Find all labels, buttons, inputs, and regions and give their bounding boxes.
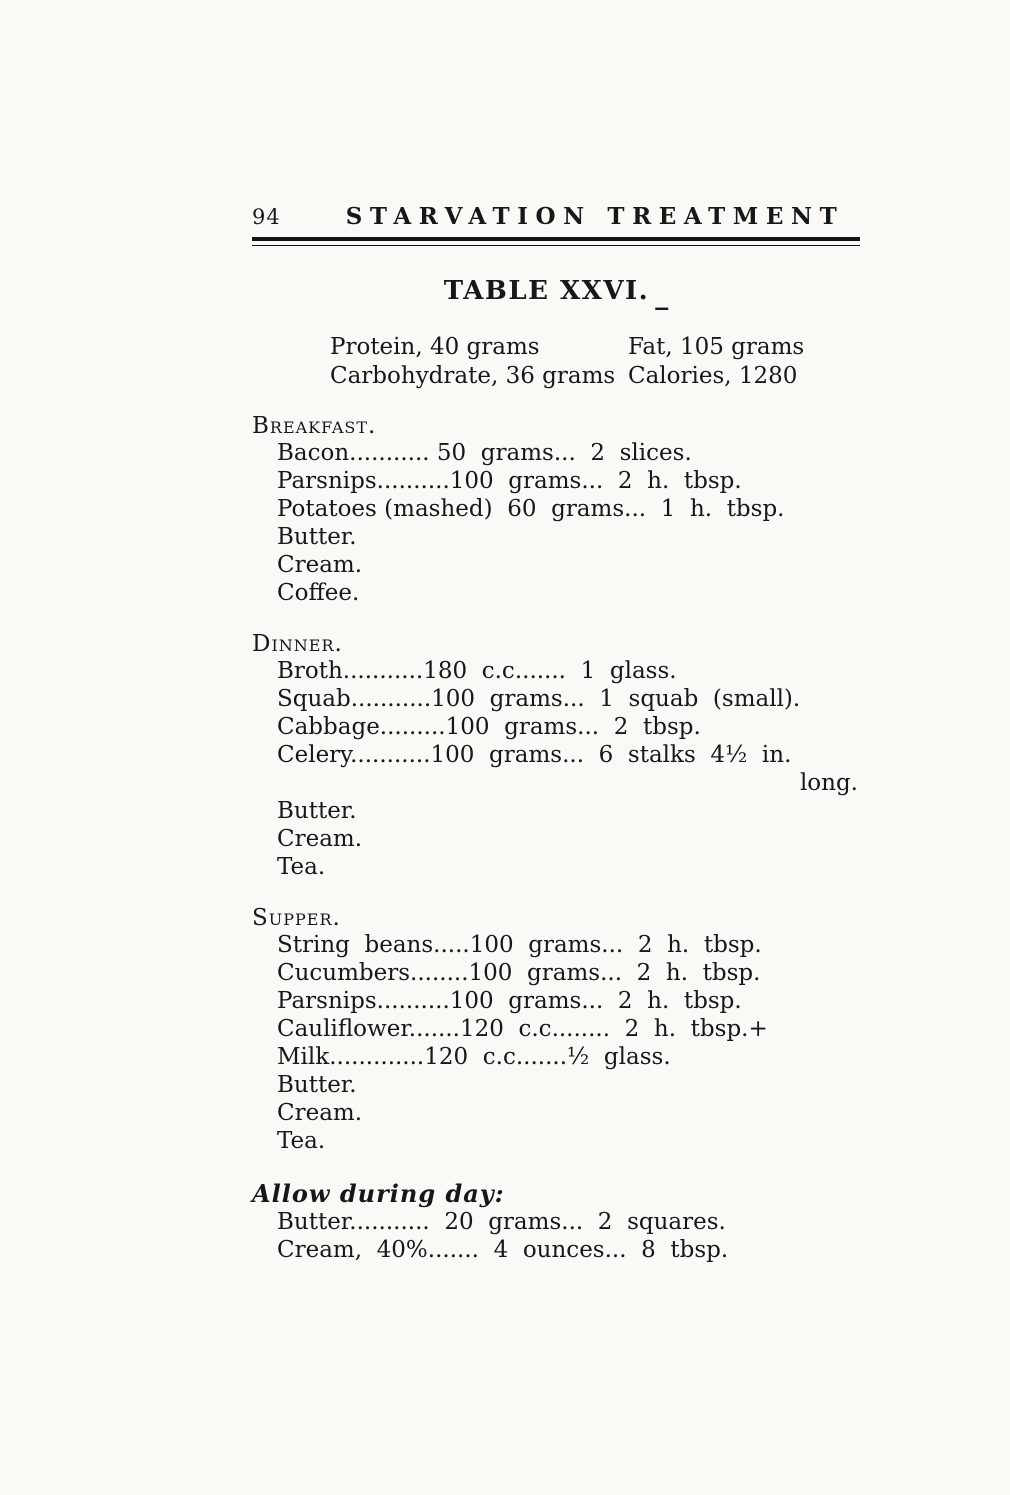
breakfast-items [277, 439, 860, 607]
diet-item: Cucumbers........100 grams... 2 h. tbsp. [277, 960, 761, 986]
header-rule [252, 237, 860, 246]
table-title [252, 276, 860, 311]
section-heading-supper: Supper. [252, 905, 341, 931]
section-dinner [252, 631, 860, 881]
diet-item: Squab...........100 grams... 1 squab (small). [277, 686, 801, 712]
diet-item: Cream. [277, 1100, 363, 1126]
diet-item: Butter........... 20 grams... 2 squares. [277, 1209, 726, 1235]
diet-item: Cauliflower.......120 c.c........ 2 h. tbsp.+ [277, 1016, 768, 1042]
running-head: STARVATION TREATMENT [345, 203, 845, 230]
diet-item: Tea. [277, 854, 326, 880]
nutrition-protein: Protein, 40 grams [330, 334, 540, 360]
title-stray-mark: _ [655, 281, 669, 311]
section-heading-allow-during-day: Allow during day: [252, 1179, 505, 1208]
section-heading-dinner: Dinner. [252, 631, 343, 657]
diet-item: Tea. [277, 1128, 326, 1154]
diet-item: Parsnips..........100 grams... 2 h. tbsp. [277, 988, 742, 1014]
diet-item: Parsnips..........100 grams... 2 h. tbsp. [277, 468, 742, 494]
section-heading-breakfast: Breakfast. [252, 413, 377, 439]
section-supper [252, 905, 860, 1155]
dinner-items [277, 657, 860, 881]
section-breakfast [252, 413, 860, 607]
table-title-text: TABLE XXVI. [443, 276, 650, 306]
nutrition-summary [330, 334, 860, 389]
diet-item: Celery...........100 grams... 6 stalks 4½ in. [277, 742, 792, 768]
page-header [252, 203, 860, 230]
diet-item: Potatoes (mashed) 60 grams... 1 h. tbsp. [277, 496, 785, 522]
diet-item: Butter. [277, 1072, 357, 1098]
diet-item: Cream. [277, 552, 363, 578]
allow-items [277, 1208, 860, 1264]
diet-item: Cream. [277, 826, 363, 852]
diet-item: Coffee. [277, 580, 360, 606]
diet-item: Bacon........... 50 grams... 2 slices. [277, 440, 692, 466]
diet-item: Broth...........180 c.c....... 1 glass. [277, 658, 677, 684]
diet-item: Cabbage.........100 grams... 2 tbsp. [277, 714, 701, 740]
diet-item: Butter. [277, 524, 357, 550]
nutrition-calories: Calories, 1280 [628, 363, 798, 389]
supper-items [277, 931, 860, 1155]
nutrition-fat: Fat, 105 grams [628, 334, 805, 360]
nutrition-carbohydrate: Carbohydrate, 36 grams [330, 363, 616, 389]
page-number: 94 [252, 205, 281, 229]
diet-item-continuation: long. [799, 770, 858, 796]
diet-item: Butter. [277, 798, 357, 824]
section-allow-during-day [252, 1179, 860, 1264]
diet-item: Cream, 40%....... 4 ounces... 8 tbsp. [277, 1237, 729, 1263]
diet-item: Milk.............120 c.c.......½ glass. [277, 1044, 671, 1070]
diet-item: String beans.....100 grams... 2 h. tbsp. [277, 932, 762, 958]
